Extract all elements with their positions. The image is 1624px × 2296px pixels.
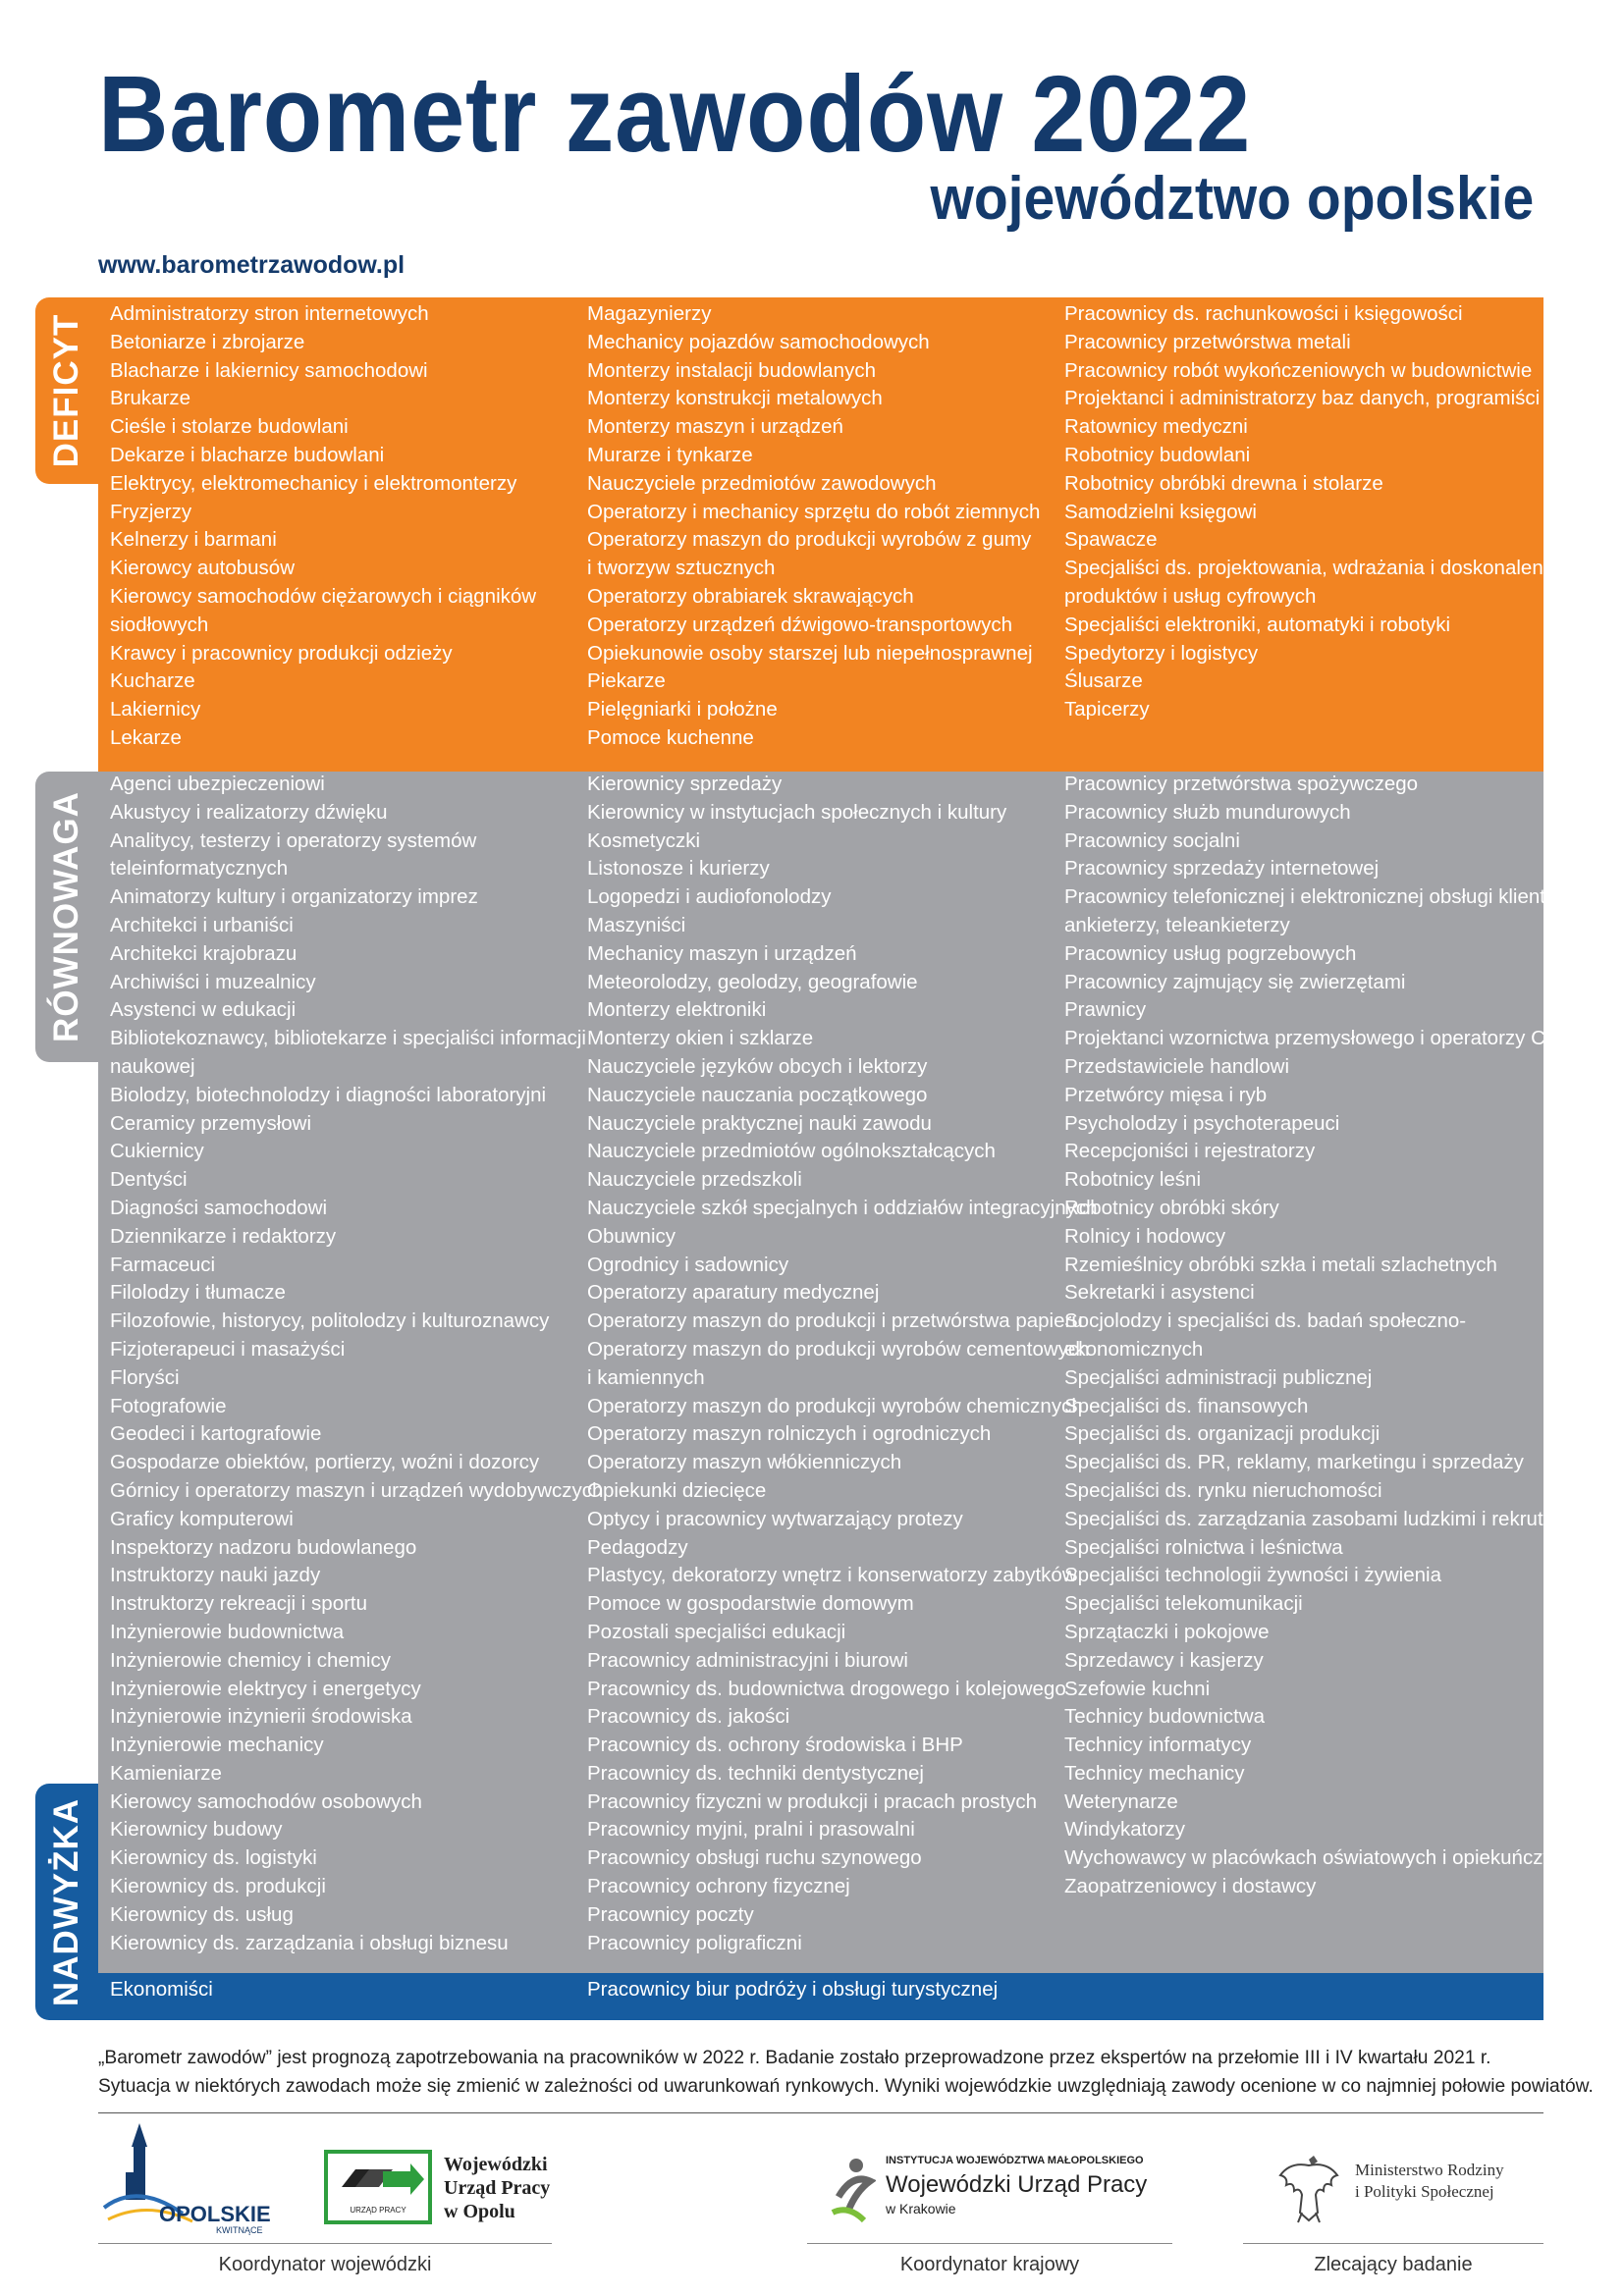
occupation-item: Kierownicy ds. zarządzania i obsługi biznesu [110, 1931, 509, 1954]
footnote [98, 2044, 1594, 2101]
occupation-item: Rolnicy i hodowcy [1064, 1224, 1226, 1248]
page-title: Barometr zawodów 2022 [98, 54, 1252, 175]
footnote-line: „Barometr zawodów” jest prognozą zapotrzebowania na pracowników w 2022 r. Badanie zostało przeprowadzone przez ekspertów na przełomie III i IV kwartału 2021 r. [98, 2048, 1491, 2068]
occupation-item: Pracownicy poczty [587, 1902, 754, 1926]
polish-eagle-emblem [1276, 2152, 1341, 2226]
occupation-item: i tworzyw sztucznych [587, 557, 776, 580]
caption-divider [1243, 2243, 1543, 2244]
occupation-item: Operatorzy maszyn do produkcji wyrobów cementowych [587, 1337, 1090, 1361]
occupation-item: Diagności samochodowi [110, 1196, 328, 1219]
occupation-item: Architekci krajobrazu [110, 941, 298, 965]
occupation-item: Operatorzy maszyn do produkcji i przetwórstwa papieru [587, 1309, 1083, 1333]
occupation-item: Pracownicy przetwórstwa metali [1064, 330, 1351, 353]
caption-divider [807, 2243, 1172, 2244]
occupation-item: Bibliotekoznawcy, bibliotekarze i specjaliści informacji [110, 1027, 586, 1050]
occupation-item: Pracownicy ds. techniki dentystycznej [587, 1761, 924, 1785]
occupation-item: Nauczyciele praktycznej nauki zawodu [587, 1111, 932, 1135]
occupation-item: Kierownicy ds. usług [110, 1902, 294, 1926]
occupation-item: Pracownicy myjni, pralni i prasowalni [587, 1818, 915, 1842]
occupation-item: Instruktorzy rekreacji i sportu [110, 1592, 368, 1616]
urzad-pracy-opole-logo [324, 2150, 432, 2224]
occupation-item: Nauczyciele przedmiotów ogólnokształcących [587, 1140, 996, 1163]
occupation-item: Pomoce kuchenne [587, 725, 754, 749]
occupation-item: Listonosze i kurierzy [587, 857, 770, 881]
occupation-item: Opiekunowie osoby starszej lub niepełnosprawnej [587, 641, 1033, 665]
occupation-item: Murarze i tynkarze [587, 443, 753, 466]
occupation-item: Ratownicy medyczni [1064, 415, 1248, 439]
occupation-item: Technicy budownictwa [1064, 1705, 1265, 1729]
occupation-item: Pracownicy obsługi ruchu szynowego [587, 1846, 922, 1870]
occupation-item: Kierowcy samochodów ciężarowych i ciągników [110, 584, 537, 608]
occupation-item: Kelnerzy i barmani [110, 528, 277, 552]
wup-opole-name [444, 2153, 550, 2223]
occupation-item: Operatorzy urządzeń dźwigowo-transportowych [587, 613, 1012, 636]
occupation-item: Robotnicy obróbki skóry [1064, 1196, 1279, 1219]
opolskie-logo-text: OPOLSKIE [159, 2202, 271, 2226]
rownowaga-label: RÓWNOWAGA [47, 791, 85, 1042]
arrow-cards-icon [328, 2158, 428, 2207]
occupation-item: Dziennikarze i redaktorzy [110, 1224, 337, 1248]
occupation-item: Plastycy, dekoratorzy wnętrz i konserwatorzy zabytków [587, 1564, 1077, 1587]
page-subtitle: województwo opolskie [930, 165, 1534, 233]
occupation-item: Krawcy i pracownicy produkcji odzieży [110, 641, 453, 665]
wup-opole-line: Wojewódzki [444, 2154, 548, 2175]
occupation-item: Specjaliści technologii żywności i żywienia [1064, 1564, 1441, 1587]
occupation-item: Filozofowie, historycy, politolodzy i kulturoznawcy [110, 1309, 550, 1333]
occupation-item: Specjaliści elektroniki, automatyki i robotyki [1064, 613, 1451, 636]
deficyt-tab [35, 297, 98, 484]
occupation-item: Architekci i urbaniści [110, 913, 294, 936]
occupation-item: Rzemieślnicy obróbki szkła i metali szlachetnych [1064, 1253, 1497, 1276]
wup-opole-line: w Opolu [444, 2201, 515, 2222]
occupation-item: Administratorzy stron internetowych [110, 302, 429, 325]
occupation-item: Kosmetyczki [587, 828, 701, 852]
occupation-item: Specjaliści telekomunikacji [1064, 1592, 1303, 1616]
occupation-item: Prawnicy [1064, 998, 1147, 1022]
occupation-item: siodłowych [110, 613, 209, 636]
nadwyzka-item: Pracownicy biur podróży i obsługi turystycznej [587, 1978, 999, 2001]
deficyt-column-3 [1064, 300, 1559, 724]
occupation-item: Analitycy, testerzy i operatorzy systemów [110, 828, 477, 852]
occupation-item: ekonomicznych [1064, 1337, 1204, 1361]
nadwyzka-tab [35, 1784, 98, 2020]
occupation-item: Graficy komputerowi [110, 1507, 294, 1530]
occupation-item: Opiekunki dziecięce [587, 1478, 767, 1502]
occupation-item: Sprzedawcy i kasjerzy [1064, 1648, 1264, 1672]
occupation-item: Kierownicy w instytucjach społecznych i kultury [587, 800, 1007, 824]
urzad-pracy-badge-text: URZĄD PRACY [350, 2206, 406, 2215]
occupation-item: Zaopatrzeniowcy i dostawcy [1064, 1875, 1317, 1898]
occupation-item: Pracownicy służb mundurowych [1064, 800, 1351, 824]
wup-krakow-sub: w Krakowie [886, 2201, 956, 2216]
occupation-item: Pedagodzy [587, 1535, 688, 1559]
occupation-item: Pracownicy zajmujący się zwierzętami [1064, 970, 1406, 993]
occupation-item: Kierownicy ds. produkcji [110, 1875, 326, 1898]
occupation-item: Inżynierowie chemicy i chemicy [110, 1648, 391, 1672]
occupation-item: Pracownicy robót wykończeniowych w budownictwie [1064, 358, 1533, 382]
occupation-item: Pracownicy socjalni [1064, 828, 1240, 852]
occupation-item: Geodeci i kartografowie [110, 1422, 322, 1446]
occupation-item: Pracownicy fizyczni w produkcji i pracach prostych [587, 1789, 1037, 1813]
occupation-item: Specjaliści ds. organizacji produkcji [1064, 1422, 1380, 1446]
occupation-item: Akustycy i realizatorzy dźwięku [110, 800, 388, 824]
occupation-item: Pomoce w gospodarstwie domowym [587, 1592, 914, 1616]
occupation-item: Ślusarze [1064, 669, 1143, 693]
occupation-item: i kamiennych [587, 1365, 705, 1389]
occupation-item: Nauczyciele szkół specjalnych i oddziałów integracyjnych [587, 1196, 1098, 1219]
occupation-item: Specjaliści ds. projektowania, wdrażania i doskonalenia [1064, 557, 1559, 580]
occupation-item: Cieśle i stolarze budowlani [110, 415, 349, 439]
occupation-item: Maszyniści [587, 913, 686, 936]
occupation-item: Filolodzy i tłumacze [110, 1281, 286, 1305]
website-link[interactable]: www.barometrzawodow.pl [98, 251, 406, 279]
occupation-item: Specjaliści ds. finansowych [1064, 1394, 1309, 1417]
deficyt-label: DEFICYT [47, 313, 85, 468]
occupation-item: Piekarze [587, 669, 666, 693]
occupation-item: Operatorzy maszyn rolniczych i ogrodniczych [587, 1422, 992, 1446]
occupation-item: Logopedzi i audiofonolodzy [587, 885, 832, 909]
wup-opole-line: Urząd Pracy [444, 2177, 551, 2199]
occupation-item: Lakiernicy [110, 698, 201, 721]
ministry-line: i Polityki Społecznej [1355, 2182, 1494, 2201]
occupation-item: Pracownicy ds. ochrony środowiska i BHP [587, 1734, 963, 1757]
occupation-item: Kierowcy autobusów [110, 557, 296, 580]
occupation-item: Pracownicy ds. jakości [587, 1705, 790, 1729]
occupation-item: Operatorzy maszyn włókienniczych [587, 1451, 902, 1474]
ministry-line: Ministerstwo Rodziny [1355, 2161, 1504, 2179]
occupation-item: Weterynarze [1064, 1789, 1178, 1813]
occupation-item: Projektanci wzornictwa przemysłowego i operatorzy CAD [1064, 1027, 1574, 1050]
occupation-item: Specjaliści rolnictwa i leśnictwa [1064, 1535, 1343, 1559]
occupation-item: Pracownicy sprzedaży internetowej [1064, 857, 1380, 881]
occupation-item: Technicy informatycy [1064, 1734, 1252, 1757]
occupation-item: Blacharze i lakiernicy samochodowi [110, 358, 428, 382]
occupation-item: Specjaliści ds. PR, reklamy, marketingu i sprzedaży [1064, 1451, 1524, 1474]
occupation-item: Brukarze [110, 387, 191, 410]
occupation-item: Przetwórcy mięsa i ryb [1064, 1083, 1268, 1106]
wup-krakow-logo-icon [831, 2152, 876, 2226]
rownowaga-column-3 [1064, 771, 1574, 1901]
occupation-item: Monterzy okien i szklarze [587, 1027, 814, 1050]
occupation-item: Pracownicy ds. rachunkowości i księgowości [1064, 302, 1463, 325]
ministry-name [1355, 2160, 1504, 2203]
occupation-item: Kamieniarze [110, 1761, 222, 1785]
occupation-item: Robotnicy budowlani [1064, 443, 1251, 466]
opolskie-logo [98, 2123, 275, 2241]
occupation-item: Biolodzy, biotechnolodzy i diagności laboratoryjni [110, 1083, 547, 1106]
occupation-item: produktów i usług cyfrowych [1064, 584, 1317, 608]
wup-krakow-main: Wojewódzki Urząd Pracy [886, 2171, 1148, 2198]
deficyt-column-1 [110, 300, 536, 753]
occupation-item: Animatorzy kultury i organizatorzy imprez [110, 885, 478, 909]
occupation-item: Kucharze [110, 669, 195, 693]
caption-koordynator-wojewodzki: Koordynator wojewódzki [218, 2254, 432, 2275]
occupation-item: Recepcjoniści i rejestratorzy [1064, 1140, 1316, 1163]
occupation-item: Socjolodzy i specjaliści ds. badań społeczno- [1064, 1309, 1467, 1333]
occupation-item: ankieterzy, teleankieterzy [1064, 913, 1290, 936]
occupation-item: Projektanci i administratorzy baz danych, programiści [1064, 387, 1541, 410]
occupation-item: Psycholodzy i psychoterapeuci [1064, 1111, 1340, 1135]
occupation-item: Windykatorzy [1064, 1818, 1186, 1842]
occupation-item: Pielęgniarki i położne [587, 698, 778, 721]
caption-divider [98, 2243, 552, 2244]
occupation-item: Przedstawiciele handlowi [1064, 1054, 1290, 1078]
nadwyzka-item: Ekonomiści [110, 1978, 213, 2001]
occupation-item: Gospodarze obiektów, portierzy, woźni i dozorcy [110, 1451, 540, 1474]
occupation-item: teleinformatycznych [110, 857, 289, 881]
occupation-item: Kierownicy ds. logistyki [110, 1846, 317, 1870]
occupation-item: Farmaceuci [110, 1253, 216, 1276]
occupation-item: Nauczyciele przedszkoli [587, 1168, 802, 1192]
occupation-item: Monterzy konstrukcji metalowych [587, 387, 883, 410]
nadwyzka-label: NADWYŻKA [47, 1797, 85, 2006]
caption-koordynator-krajowy: Koordynator krajowy [899, 2254, 1080, 2275]
occupation-item: Fizjoterapeuci i masażyści [110, 1337, 346, 1361]
occupation-item: Obuwnicy [587, 1224, 677, 1248]
occupation-item: Nauczyciele języków obcych i lektorzy [587, 1054, 928, 1078]
occupation-item: Lekarze [110, 725, 182, 749]
occupation-item: Optycy i pracownicy wytwarzający protezy [587, 1507, 963, 1530]
occupation-item: Technicy mechanicy [1064, 1761, 1245, 1785]
occupation-item: Monterzy maszyn i urządzeń [587, 415, 843, 439]
occupation-item: Pracownicy ochrony fizycznej [587, 1875, 850, 1898]
occupation-item: Inżynierowie budownictwa [110, 1620, 345, 1643]
occupation-item: Monterzy elektroniki [587, 998, 767, 1022]
occupation-item: Ogrodnicy i sadownicy [587, 1253, 789, 1276]
occupation-item: Inżynierowie elektrycy i energetycy [110, 1677, 421, 1700]
occupation-item: Tapicerzy [1064, 698, 1150, 721]
occupation-item: Agenci ubezpieczeniowi [110, 773, 325, 795]
occupation-item: Inspektorzy nadzoru budowlanego [110, 1535, 417, 1559]
occupation-item: Operatorzy aparatury medycznej [587, 1281, 880, 1305]
footer-divider [98, 2112, 1543, 2113]
occupation-item: Specjaliści administracji publicznej [1064, 1365, 1373, 1389]
occupation-item: Operatorzy maszyn do produkcji wyrobów z gumy [587, 528, 1032, 552]
eagle-icon [1276, 2152, 1341, 2226]
occupation-item: Specjaliści ds. zarządzania zasobami ludzkimi i rekrutacji [1064, 1507, 1574, 1530]
occupation-item: Nauczyciele nauczania początkowego [587, 1083, 928, 1106]
rownowaga-column-1 [110, 771, 603, 1957]
occupation-item: Inżynierowie mechanicy [110, 1734, 324, 1757]
occupation-item: Fotografowie [110, 1394, 227, 1417]
occupation-item: Samodzielni księgowi [1064, 500, 1257, 523]
occupation-item: Dekarze i blacharze budowlani [110, 443, 385, 466]
deficyt-column-2 [587, 300, 1040, 753]
occupation-item: Cukiernicy [110, 1140, 204, 1163]
occupation-item: Nauczyciele przedmiotów zawodowych [587, 471, 937, 495]
occupation-item: Dentyści [110, 1168, 188, 1192]
occupation-item: Asystenci w edukacji [110, 998, 297, 1022]
rownowaga-column-2 [587, 771, 1098, 1957]
rownowaga-tab [35, 772, 98, 1062]
occupation-item: Kierowcy samochodów osobowych [110, 1789, 422, 1813]
opolskie-logo-tag: KWITNĄCE [216, 2225, 263, 2235]
occupation-item: Elektrycy, elektromechanicy i elektromonterzy [110, 471, 517, 495]
occupation-item: Pracownicy telefonicznej i elektronicznej obsługi klienta, [1064, 885, 1563, 909]
occupation-item: Pracownicy administracyjni i biurowi [587, 1648, 908, 1672]
occupation-item: Pracownicy poligraficzni [587, 1931, 802, 1954]
caption-zlecajacy-badanie: Zlecający badanie [1314, 2254, 1473, 2275]
wup-krakow-top: INSTYTUCJA WOJEWÓDZTWA MAŁOPOLSKIEGO [886, 2155, 1144, 2166]
occupation-item: Szefowie kuchni [1064, 1677, 1211, 1700]
occupation-item: Operatorzy obrabiarek skrawających [587, 584, 914, 608]
occupation-item: Mechanicy pojazdów samochodowych [587, 330, 930, 353]
occupation-item: Spawacze [1064, 528, 1158, 552]
occupation-item: Wychowawcy w placówkach oświatowych i opiekuńczych [1064, 1846, 1575, 1870]
occupation-item: Inżynierowie inżynierii środowiska [110, 1705, 412, 1729]
occupation-item: Pracownicy przetwórstwa spożywczego [1064, 773, 1419, 795]
occupation-item: Meteorolodzy, geolodzy, geografowie [587, 970, 918, 993]
occupation-item: Operatorzy maszyn do produkcji wyrobów chemicznych [587, 1394, 1083, 1417]
occupation-item: Fryzjerzy [110, 500, 192, 523]
occupation-item: Instruktorzy nauki jazdy [110, 1564, 321, 1587]
occupation-item: Spedytorzy i logistycy [1064, 641, 1259, 665]
occupation-item: Sekretarki i asystenci [1064, 1281, 1255, 1305]
occupation-item: Mechanicy maszyn i urządzeń [587, 941, 857, 965]
occupation-item: Kierownicy budowy [110, 1818, 283, 1842]
occupation-item: Górnicy i operatorzy maszyn i urządzeń wydobywczych [110, 1478, 604, 1502]
occupation-item: Monterzy instalacji budowlanych [587, 358, 876, 382]
occupation-item: Pozostali specjaliści edukacji [587, 1620, 846, 1643]
occupation-item: Magazynierzy [587, 302, 712, 325]
occupation-item: naukowej [110, 1054, 195, 1078]
occupation-item: Specjaliści ds. rynku nieruchomości [1064, 1478, 1382, 1502]
occupation-item: Betoniarze i zbrojarze [110, 330, 305, 353]
occupation-item: Kierownicy sprzedaży [587, 773, 783, 795]
occupation-item: Pracownicy usług pogrzebowych [1064, 941, 1357, 965]
occupation-item: Ceramicy przemysłowi [110, 1111, 312, 1135]
occupation-item: Archiwiści i muzealnicy [110, 970, 316, 993]
occupation-item: Robotnicy leśni [1064, 1168, 1202, 1192]
occupation-item: Floryści [110, 1365, 180, 1389]
occupation-item: Robotnicy obróbki drewna i stolarze [1064, 471, 1383, 495]
figure-swoosh-icon [831, 2152, 876, 2226]
occupation-item: Pracownicy ds. budownictwa drogowego i kolejowego [587, 1677, 1066, 1700]
occupation-item: Sprzątaczki i pokojowe [1064, 1620, 1270, 1643]
occupation-item: Operatorzy i mechanicy sprzętu do robót ziemnych [587, 500, 1041, 523]
footnote-line: Sytuacja w niektórych zawodach może się zmienić w zależności od uwarunkowań rynkowych. Wyniki wojewódzkie uwzględniają zawody ocenione w co najmniej połowie powiatów. [98, 2076, 1594, 2097]
